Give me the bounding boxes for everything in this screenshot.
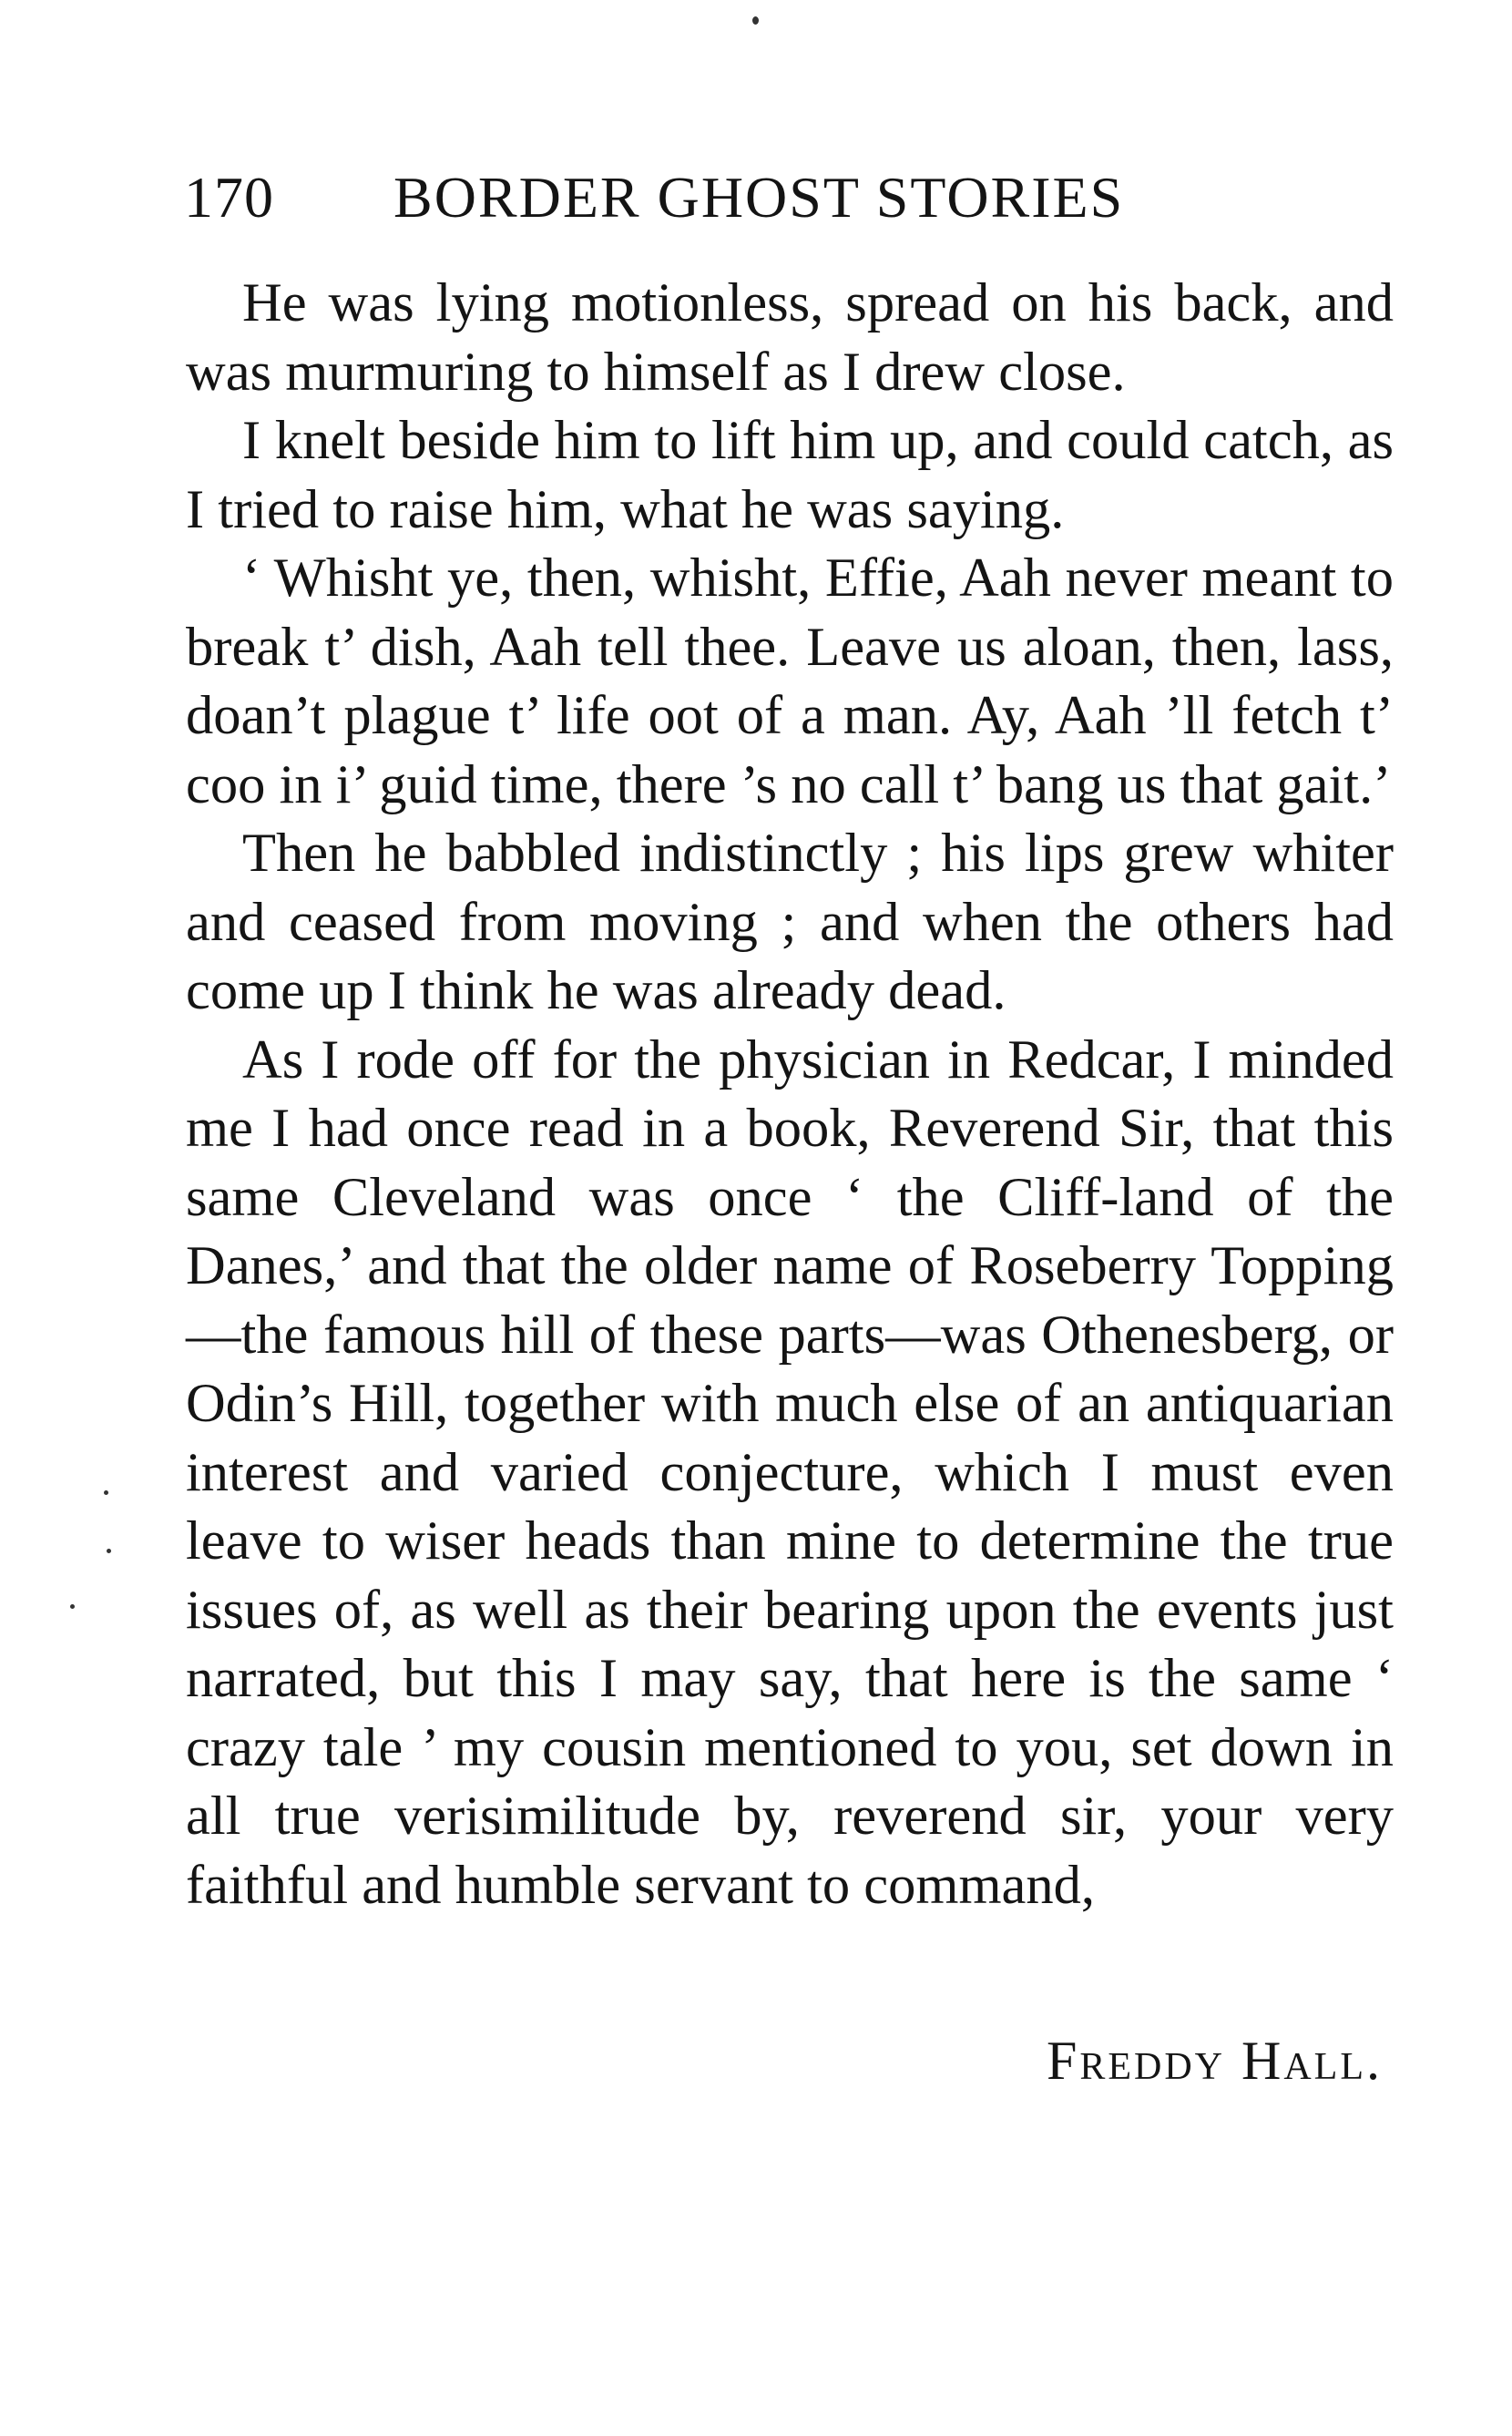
print-speck xyxy=(752,16,759,25)
running-title: BORDER GHOST STORIES xyxy=(393,165,1125,230)
paragraph: I knelt beside him to lift him up, and could catch, as I tried to raise him, what he was saying. xyxy=(186,410,1394,540)
paragraph: As I rode off for the physician in Redcar, I minded me I had once read in a book, Reverend Sir, that this same Cleveland was once ‘ the Cliff-land of the Danes,’ and that the older name of Roseberry Topping—the famous hill of these parts—was Othenesberg, or Odin’s Hill, together with much else of an antiquarian interest and varied conjecture, which I must even leave to wiser heads than mine to determine the true issues of, as well as their bearing upon the events just narrated, but this I may say, that here is the same ‘ crazy tale ’ my cousin mentioned to you, set down in all true verisimilitude by, reverend sir, your very faithful and humble servant to command, xyxy=(186,1029,1394,1916)
page-number: 170 xyxy=(184,165,274,230)
paragraph: He was lying motionless, spread on his back, and was murmuring to himself as I drew close. xyxy=(186,272,1394,403)
body-text xyxy=(186,269,1394,1919)
print-speck xyxy=(70,1604,75,1609)
print-speck xyxy=(104,1490,108,1495)
paragraph: Then he babbled indistinctly ; his lips grew whiter and ceased from moving ; and when the others had come up I think he was already dead. xyxy=(186,823,1394,1021)
paragraph: ‘ Whisht ye, then, whisht, Effie, Aah never meant to break t’ dish, Aah tell thee. Leave us aloan, then, lass, doan’t plague t’ life oot of a man. Ay, Aah ’ll fetch t’ coo in i’ guid time, there ’s no call t’ bang us that gait.’ xyxy=(186,548,1394,815)
print-speck xyxy=(107,1549,111,1553)
running-header xyxy=(184,157,1186,239)
signature: Freddy Hall. xyxy=(1046,2031,1383,2091)
